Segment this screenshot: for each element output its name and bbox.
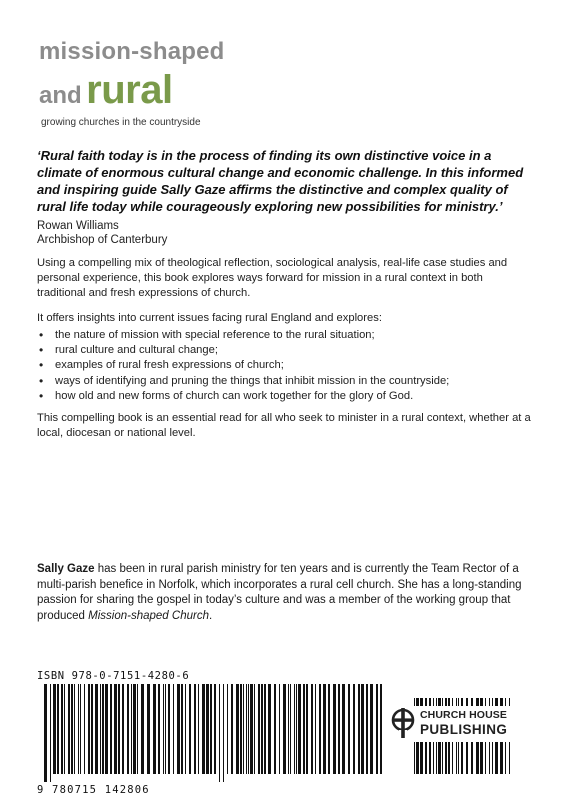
barcode-bar <box>147 684 150 774</box>
barcode-bar <box>342 684 345 774</box>
list-item: • examples of rural fresh expressions of church; <box>37 358 537 373</box>
barcode-bar <box>88 684 90 774</box>
barcode-bar <box>165 684 166 774</box>
barcode-bar <box>210 684 212 774</box>
barcode-bar <box>198 684 199 774</box>
barcode-bar <box>53 684 56 774</box>
publisher-name-line2: PUBLISHING <box>420 722 508 737</box>
barcode-bar <box>323 684 326 774</box>
list-item: • ways of identifying and pruning the things that inhibit mission in the countryside; <box>37 374 537 389</box>
barcode-bar <box>127 684 129 774</box>
barcode-bar <box>68 684 70 774</box>
barcode-bar <box>380 684 382 774</box>
barcode-bar <box>71 684 73 774</box>
barcode-bar <box>279 684 280 774</box>
barcode-bar <box>105 684 108 774</box>
title-mission-shaped: mission-shaped <box>39 38 225 65</box>
list-item: • rural culture and cultural change; <box>37 343 537 358</box>
description-paragraph: Using a compelling mix of theological reflection, sociological analysis, real-life case studies and personal experience, this book explores ways forward for mission in a rural context in both traditional and fresh expressions of church. <box>37 257 508 299</box>
barcode-bar <box>250 684 253 774</box>
barcode-bar <box>240 684 242 774</box>
barcode-bar <box>303 684 305 774</box>
barcode-bar <box>268 684 271 774</box>
list-item: • how old and new forms of church can work together for the glory of God. <box>37 389 537 404</box>
list-item: • the nature of mission with special reference to the rural situation; <box>37 328 537 343</box>
barcode-bar <box>315 684 316 774</box>
barcode-bar <box>274 684 276 774</box>
barcode-bar <box>122 684 124 774</box>
barcode-bar <box>353 684 355 774</box>
barcode-bar <box>306 684 308 774</box>
barcode-bar <box>366 684 368 774</box>
barcode-bar <box>328 684 330 774</box>
barcode-bar <box>219 684 220 782</box>
barcode-bar <box>283 684 286 774</box>
barcode-bar <box>338 684 340 774</box>
barcode-bar <box>311 684 313 774</box>
author-bio-end: . <box>208 609 213 622</box>
barcode-bar <box>370 684 373 774</box>
barcode-bar <box>181 684 183 774</box>
barcode-bar <box>61 684 63 774</box>
barcode-bar <box>358 684 360 774</box>
barcode-bar <box>141 684 144 774</box>
barcode-bars <box>44 684 384 782</box>
barcode-bar <box>100 684 101 774</box>
barcode-bar <box>214 684 216 774</box>
barcode-digits: 9 780715 142806 <box>37 784 150 796</box>
barcode-bar <box>131 684 132 774</box>
description-intro: It offers insights into current issues facing rural England and explores: <box>37 312 382 324</box>
barcode-bar <box>231 684 233 774</box>
barcode-bar <box>194 684 196 774</box>
barcode-bar <box>248 684 249 774</box>
barcode-bar <box>110 684 112 774</box>
barcode-bar <box>173 684 174 774</box>
title-rural: rural <box>86 68 173 112</box>
barcode-bar <box>361 684 364 774</box>
barcode-bar <box>298 684 301 774</box>
barcode-bar <box>118 684 120 774</box>
barcode-bar <box>95 684 98 774</box>
barcode-bar <box>153 684 156 774</box>
title-line-two <box>39 68 173 113</box>
referenced-book-title: Mission-shaped Church <box>88 609 209 622</box>
description-closing: This compelling book is an essential read for all who seek to minister in a rural context, whether at a local, diocesan or national level. <box>37 412 531 439</box>
barcode-bar <box>223 684 224 782</box>
barcode-bar <box>177 684 180 774</box>
barcode-bar <box>290 684 291 774</box>
author-bio <box>37 562 533 624</box>
subtitle: growing churches in the countryside <box>41 117 201 128</box>
barcode-bar <box>84 684 85 774</box>
barcode-bar <box>227 684 228 774</box>
barcode-bar <box>137 684 138 774</box>
barcode-bar <box>236 684 239 774</box>
barcode-bar <box>258 684 260 774</box>
author-name: Sally Gaze <box>37 563 95 575</box>
barcode-bar <box>202 684 205 774</box>
barcode-bar <box>333 684 336 774</box>
barcode-bar <box>57 684 59 774</box>
barcode-bar <box>243 684 244 774</box>
barcode-bar <box>254 684 255 774</box>
barcode-bar <box>74 684 75 774</box>
church-house-cross-icon <box>390 708 416 738</box>
topic-list <box>37 328 537 404</box>
barcode-bar <box>91 684 93 774</box>
barcode-bar <box>185 684 186 774</box>
isbn-label: ISBN 978-0-7151-4280-6 <box>37 670 190 682</box>
barcode-bar <box>114 684 117 774</box>
barcode-bar <box>80 684 81 774</box>
barcode-bar <box>261 684 263 774</box>
barcode-bar <box>189 684 191 774</box>
barcode-bar <box>168 684 170 774</box>
barcode-bar <box>78 684 79 774</box>
quote-author-role: Archbishop of Canterbury <box>37 234 168 246</box>
barcode-bar <box>64 684 65 774</box>
barcode-bar <box>50 684 51 782</box>
publisher-logo <box>390 706 530 742</box>
barcode-bar <box>163 684 164 774</box>
title-and: and <box>39 82 82 109</box>
barcode-bar <box>319 684 321 774</box>
barcode-bar <box>376 684 378 774</box>
publisher-name-line1: CHURCH HOUSE <box>420 709 507 721</box>
barcode-bar <box>246 684 247 774</box>
barcode-bar <box>348 684 350 774</box>
barcode-bar <box>44 684 47 782</box>
barcode-bar <box>294 684 295 774</box>
barcode-bar <box>158 684 160 774</box>
endorsement-quote: ‘Rural faith today is in the process of finding its own distinctive voice in a climate of enormous cultural change and economic challenge. In this informed and inspiring guide Sally Gaze affirms the distinctive and complex quality of rural life today while courageously exploring new possibilities for ministry.’ <box>37 148 524 214</box>
quote-author: Rowan Williams <box>37 220 119 232</box>
barcode-bar <box>206 684 209 774</box>
barcode-bar <box>102 684 104 774</box>
author-bio-text: has been in rural parish ministry for ten years and is currently the Team Rector of a multi-parish benefice in Norfolk, which incorporates a rural cell church. She has a long-standing passion for sharing the gospel in today’s culture and was a member of the working group that produced <box>37 563 522 622</box>
barcode-bar <box>296 684 297 774</box>
barcode-bar <box>288 684 289 774</box>
barcode-bar <box>133 684 136 774</box>
barcode-bar <box>264 684 266 774</box>
